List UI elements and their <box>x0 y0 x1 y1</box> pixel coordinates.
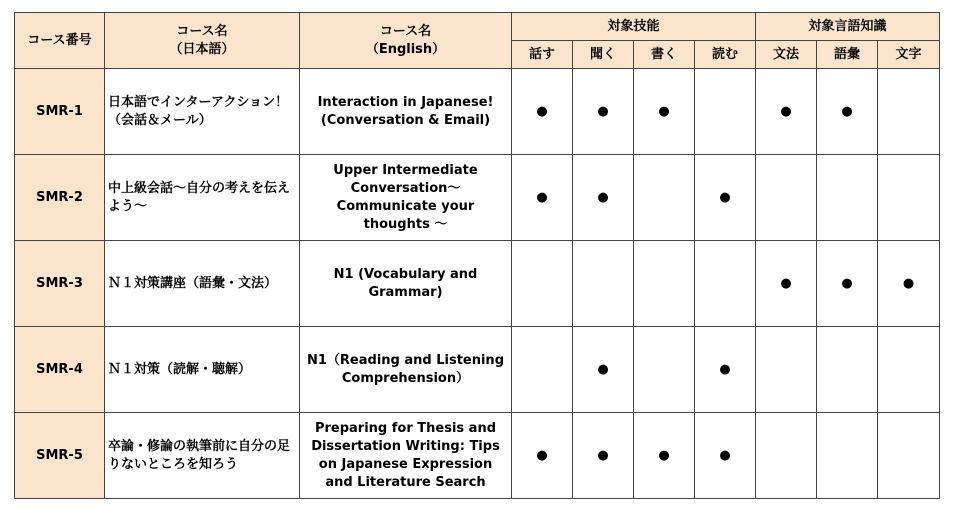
header-course-code: コース番号 <box>15 13 105 69</box>
course-name-en-cell: N1 (Vocabulary and Grammar) <box>300 241 512 327</box>
header-knowledge-grammar: 文法 <box>756 41 817 69</box>
bullet-mark-icon: ● <box>597 189 609 205</box>
bullet-mark-icon: ● <box>841 275 853 291</box>
course-code-cell: SMR-3 <box>15 241 105 327</box>
header-course-name-ja-line2: （日本語） <box>169 41 235 57</box>
mark-cell <box>512 241 573 327</box>
mark-cell <box>878 155 940 241</box>
mark-cell <box>573 69 634 155</box>
bullet-mark-icon: ● <box>597 361 609 377</box>
mark-cell <box>634 327 695 413</box>
bullet-mark-icon: ● <box>719 189 731 205</box>
mark-cell <box>756 413 817 499</box>
header-knowledge-group: 対象言語知識 <box>756 13 940 41</box>
bullet-mark-icon: ● <box>780 103 792 119</box>
mark-cell <box>512 327 573 413</box>
course-name-en-cell: Upper Intermediate Conversation～ Communicate your thoughts ～ <box>300 155 512 241</box>
mark-cell <box>573 241 634 327</box>
header-knowledge-characters: 文字 <box>878 41 940 69</box>
course-name-ja-cell: 中上級会話～自分の考えを伝えよう～ <box>105 155 300 241</box>
bullet-mark-icon: ● <box>780 275 792 291</box>
bullet-mark-icon: ● <box>536 189 548 205</box>
header-knowledge-vocabulary: 語彙 <box>817 41 878 69</box>
mark-cell <box>756 69 817 155</box>
mark-cell <box>817 241 878 327</box>
mark-cell <box>512 155 573 241</box>
table-row <box>15 155 940 241</box>
mark-cell <box>878 413 940 499</box>
bullet-mark-icon: ● <box>536 103 548 119</box>
mark-cell <box>817 155 878 241</box>
mark-cell <box>817 327 878 413</box>
table-row <box>15 241 940 327</box>
header-skill-speaking: 話す <box>512 41 573 69</box>
mark-cell <box>878 241 940 327</box>
header-course-name-en-line2: （English） <box>365 41 446 57</box>
mark-cell <box>695 413 756 499</box>
header-skills-group: 対象技能 <box>512 13 756 41</box>
table-row <box>15 413 940 499</box>
bullet-mark-icon: ● <box>719 361 731 377</box>
mark-cell <box>573 327 634 413</box>
course-name-ja-cell: 日本語でインターアクション！（会話＆メール） <box>105 69 300 155</box>
mark-cell <box>512 69 573 155</box>
course-table <box>14 12 940 499</box>
mark-cell <box>817 413 878 499</box>
mark-cell <box>512 413 573 499</box>
mark-cell <box>573 155 634 241</box>
mark-cell <box>634 155 695 241</box>
table-row <box>15 327 940 413</box>
header-course-name-ja <box>105 13 300 69</box>
mark-cell <box>695 241 756 327</box>
table-body <box>15 69 940 499</box>
course-code-cell: SMR-2 <box>15 155 105 241</box>
header-skill-reading: 読む <box>695 41 756 69</box>
course-code-cell: SMR-4 <box>15 327 105 413</box>
bullet-mark-icon: ● <box>536 447 548 463</box>
mark-cell <box>817 69 878 155</box>
course-name-ja-cell: Ｎ１対策（読解・聴解） <box>105 327 300 413</box>
bullet-mark-icon: ● <box>841 103 853 119</box>
mark-cell <box>878 69 940 155</box>
bullet-mark-icon: ● <box>902 275 915 291</box>
header-course-name-ja-line1: コース名 <box>176 23 228 39</box>
mark-cell <box>634 413 695 499</box>
mark-cell <box>695 69 756 155</box>
mark-cell <box>756 241 817 327</box>
header-skill-listening: 聞く <box>573 41 634 69</box>
course-name-en-cell: Preparing for Thesis and Dissertation Writing: Tips on Japanese Expression and Literature Search <box>300 413 512 499</box>
mark-cell <box>878 327 940 413</box>
mark-cell <box>634 241 695 327</box>
header-course-name-en <box>300 13 512 69</box>
bullet-mark-icon: ● <box>658 447 670 463</box>
course-name-en-cell: Interaction in Japanese! (Conversation & Email) <box>300 69 512 155</box>
bullet-mark-icon: ● <box>597 103 609 119</box>
mark-cell <box>573 413 634 499</box>
course-code-cell: SMR-5 <box>15 413 105 499</box>
mark-cell <box>756 327 817 413</box>
bullet-mark-icon: ● <box>719 447 731 463</box>
header-course-name-en-line1: コース名 <box>379 23 432 39</box>
bullet-mark-icon: ● <box>658 103 670 119</box>
course-name-en-cell: N1（Reading and Listening Comprehension） <box>300 327 512 413</box>
course-name-ja-cell: 卒論・修論の執筆前に自分の足りないところを知ろう <box>105 413 300 499</box>
mark-cell <box>634 69 695 155</box>
course-code-cell: SMR-1 <box>15 69 105 155</box>
bullet-mark-icon: ● <box>597 447 609 463</box>
header-skill-writing: 書く <box>634 41 695 69</box>
table-row <box>15 69 940 155</box>
course-name-ja-cell: Ｎ１対策講座（語彙・文法） <box>105 241 300 327</box>
mark-cell <box>756 155 817 241</box>
mark-cell <box>695 327 756 413</box>
mark-cell <box>695 155 756 241</box>
